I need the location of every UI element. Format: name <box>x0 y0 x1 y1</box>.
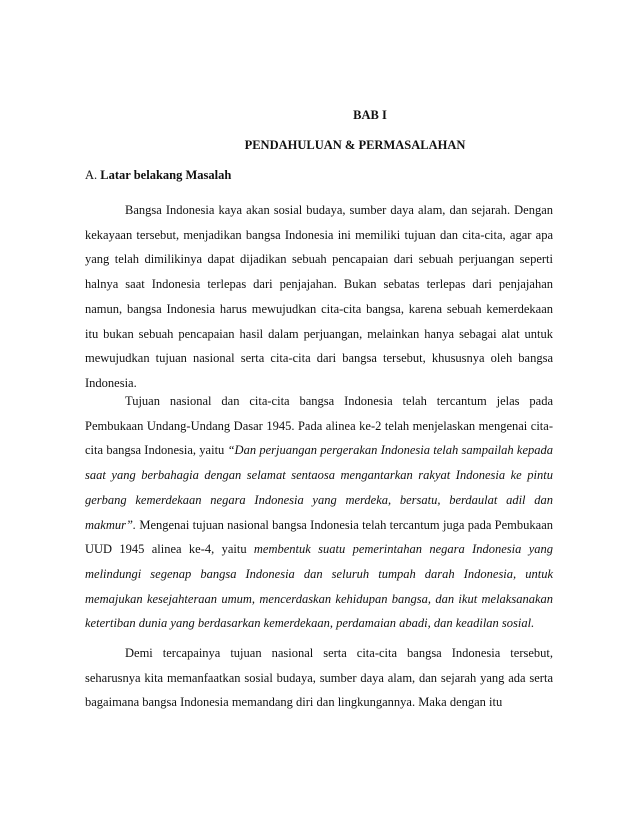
section-title: Latar belakang Masalah <box>100 168 232 182</box>
paragraph-2 <box>85 389 553 636</box>
italic-text: “Dan perjuangan pergerakan Indonesia telah sampailah kepada saat yang berbahagia dengan selamat sentaosa mengantarkan rakyat Indonesia ke pintu gerbang kemerdekaan negara Indonesia yang merdeka, bersatu, berdaulat adil dan makmur”. <box>85 443 554 532</box>
paragraph-3 <box>85 641 553 715</box>
body-text: Tujuan nasional dan cita-cita bangsa Indonesia telah tercantum jelas pada Pembukaan Undang-Undang Dasar 1945. Pada alinea ke-2 telah menjelaskan mengenai cita-cita bangsa Indonesia, yaitu <box>85 394 553 458</box>
paragraph-1 <box>85 198 553 396</box>
italic-text: membentuk suatu pemerintahan negara Indonesia yang melindungi segenap bangsa Indonesia dan seluruh tumpah darah Indonesia, untuk memajukan kesejahteraan umum, mencerdaskan kehidupan bangsa, dan ikut melaksanakan ketertiban dunia yang berdasarkan kemerdekaan, perdamaian abadi, dan keadilan sosial. <box>85 542 553 631</box>
chapter-title: PENDAHULUAN & PERMASALAHAN <box>244 138 466 152</box>
body-text: Mengenai tujuan nasional bangsa Indonesia telah tercantum juga pada Pembukaan UUD 1945 alinea ke-4, yaitu <box>85 517 553 557</box>
body-text: Demi tercapainya tujuan nasional serta cita-cita bangsa Indonesia tersebut, seharusnya kita memanfaatkan sosial budaya, sumber daya alam, dan sejarah yang ada serta bagaimana bangsa Indonesia memandang diri dan lingkungannya. Maka dengan itu <box>85 646 553 710</box>
chapter-number: BAB I <box>353 108 387 122</box>
body-text: Bangsa Indonesia kaya akan sosial budaya, sumber daya alam, dan sejarah. Dengan kekayaan tersebut, menjadikan bangsa Indonesia ini memiliki tujuan dan cita-cita, agar apa yang telah dimilikinya dapat dijadikan sebuah pencapaian dari sebuah perjuangan seperti halnya saat Indonesia terlepas dari penjajahan. Bukan sebatas terlepas dari penjajahan namun, bangsa Indonesia harus mewujudkan cita-cita bangsa, karena sebuah kemerdekaan itu bukan sebuah pencapaian hasil dalam perjuangan, melainkan hanya sebagai alat untuk mewujudkan tujuan nasional serta cita-cita dari bangsa tersebut, khususnya oleh bangsa Indonesia. <box>85 203 553 390</box>
section-heading <box>85 168 231 183</box>
section-letter: A. <box>85 168 98 182</box>
